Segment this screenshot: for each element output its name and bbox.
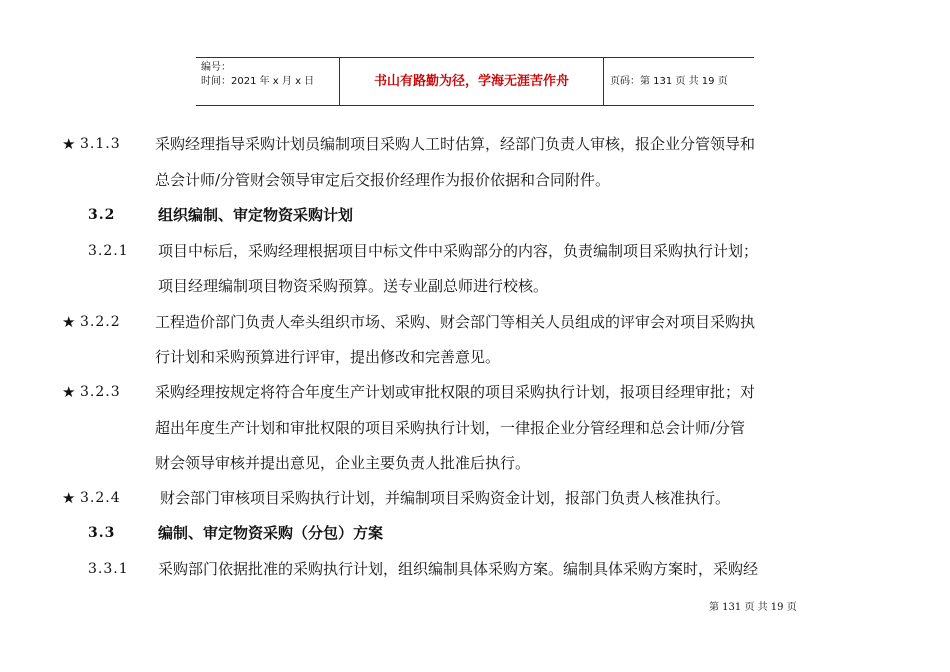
page-header (196, 57, 754, 106)
header-page-info: 页码：第 131 页 共 19 页 (610, 76, 728, 87)
star-mark: ★ (62, 313, 76, 331)
clause-text: 行计划和采购预算进行评审，提出修改和完善意见。 (155, 348, 501, 366)
header-number: 编号： (201, 62, 231, 73)
clause-text: 项目经理编制项目物资采购预算。送专业副总师进行校核。 (158, 277, 549, 295)
clause-text: 超出年度生产计划和审批权限的项目采购执行计划，一律报企业分管经理和总会计师/分管 (155, 419, 746, 437)
section-title: 编制、审定物资采购（分包）方案 (158, 524, 384, 542)
header-time: 时间：2021 年 x 月 x 日 (201, 76, 315, 87)
section-title: 组织编制、审定物资采购计划 (158, 206, 354, 224)
header-motto: 书山有路勤为径，学海无涯苦作舟 (340, 58, 604, 105)
clause-text: 采购部门依据批准的采购执行计划，组织编制具体采购方案。编制具体采购方案时，采购经 (158, 560, 759, 578)
section-number: 3.2 (88, 207, 116, 223)
clause-number: 3.2.1 (88, 243, 129, 259)
clause-text: 采购经理按规定将符合年度生产计划或审批权限的项目采购执行计划，报项目经理审批；对 (155, 383, 756, 401)
star-mark: ★ (62, 383, 76, 401)
page-footer: 第 131 页 共 19 页 (709, 602, 797, 613)
clause-number: 3.2.3 (80, 384, 121, 400)
clause-text: 财会领导审核并提出意见，企业主要负责人批准后执行。 (155, 454, 531, 472)
star-mark: ★ (62, 135, 76, 153)
section-number: 3.3 (88, 525, 116, 541)
clause-text: 总会计师/分管财会领导审定后交报价经理作为报价依据和合同附件。 (155, 171, 611, 189)
clause-text: 项目中标后，采购经理根据项目中标文件中采购部分的内容，负责编制项目采购执行计划； (158, 242, 759, 260)
clause-number: 3.1.3 (80, 136, 121, 152)
clause-number: 3.2.2 (80, 314, 121, 330)
clause-text: 财会部门审核项目采购执行计划，并编制项目采购资金计划，报部门负责人核准执行。 (160, 489, 731, 507)
clause-text: 采购经理指导采购计划员编制项目采购人工时估算，经部门负责人审核，报企业分管领导和 (155, 135, 756, 153)
clause-text: 工程造价部门负责人牵头组织市场、采购、财会部门等相关人员组成的评审会对项目采购执 (155, 313, 756, 331)
clause-number: 3.3.1 (88, 561, 129, 577)
header-info-cell (196, 58, 340, 105)
star-mark: ★ (62, 489, 76, 507)
clause-number: 3.2.4 (80, 490, 121, 506)
